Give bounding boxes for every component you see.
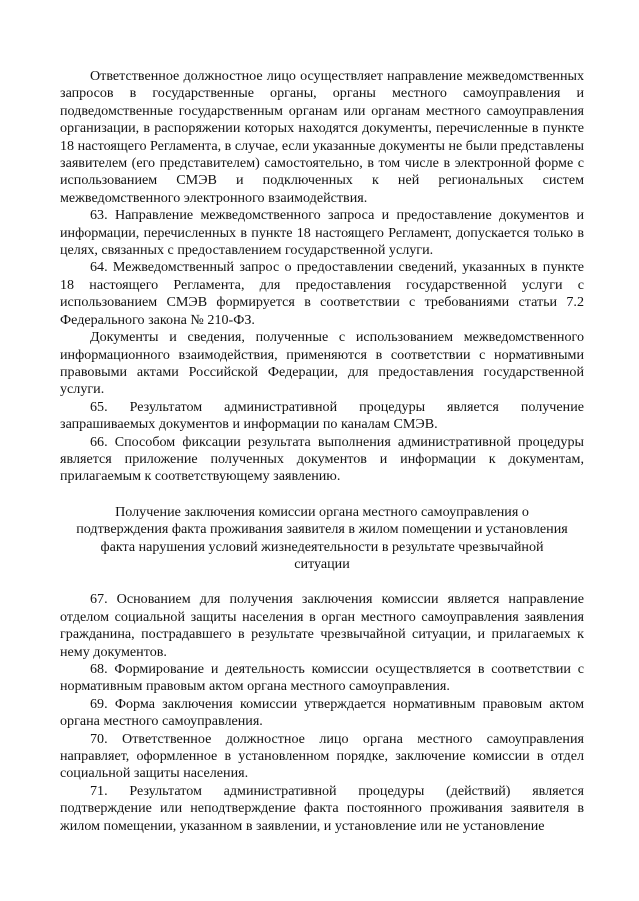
paragraph-70: 70. Ответственное должностное лицо органа местного самоуправления направляет, оформленное в установленном порядке, заключение комиссии в отдел социальной защиты населения. xyxy=(60,730,584,782)
paragraph-65: 65. Результатом административной процедуры является получение запрашиваемых документов и информации по каналам СМЭВ. xyxy=(60,398,584,433)
paragraph-responsible-official: Ответственное должностное лицо осуществляет направление межведомственных запросов в государственные органы, органы местного самоуправления и подведомственные государственным органам или органам местного самоуправления организации, в распоряжении которых находятся документы, перечисленные в пункте 18 настоящего Регламента, в случае, если указанные документы не были представлены заявителем (его представителем) самостоятельно, в том числе в электронной форме с использованием СМЭВ и подключенных к ней региональных систем межведомственного электронного взаимодействия. xyxy=(60,68,584,206)
paragraph-63: 63. Направление межведомственного запроса и предоставление документов и информации, перечисленных в пункте 18 настоящего Регламент, допускается только в целях, связанных с предоставлением государственной услуги. xyxy=(60,207,584,259)
paragraph-66: 66. Способом фиксации результата выполнения административной процедуры является приложение полученных документов и информации к документам, прилагаемым к соответствующему заявлению. xyxy=(60,433,584,485)
paragraph-69: 69. Форма заключения комиссии утверждается нормативным правовым актом органа местного самоуправления. xyxy=(60,695,584,730)
section-heading: Получение заключения комиссии органа местного самоуправления о подтверждения факта проживания заявителя в жилом помещении и установления факта нарушения условий жизнедеятельности в результате чрезвычайной ситуации xyxy=(76,503,568,572)
paragraph-68: 68. Формирование и деятельность комиссии осуществляется в соответствии с нормативным правовым актом органа местного самоуправления. xyxy=(60,661,584,695)
paragraph-71: 71. Результатом административной процедуры (действий) является подтверждение или неподтверждение факта постоянного проживания заявителя в жилом помещении, указанном в заявлении, и установление или не установление xyxy=(60,782,584,834)
paragraph-67: 67. Основанием для получения заключения комиссии является направление отделом социальной защиты населения в орган местного самоуправления заявления гражданина, пострадавшего в результате чрезвычайной ситуации, и прилагаемых к нему документов. xyxy=(60,591,584,660)
paragraph-documents-and-info: Документы и сведения, полученные с использованием межведомственного информационного взаимодействия, применяются в соответствии с нормативными правовыми актами Российской Федерации, для предоставления государственной услуги. xyxy=(60,329,584,398)
paragraph-64: 64. Межведомственный запрос о предоставлении сведений, указанных в пункте 18 настоящего Регламента, для предоставления государственной услуги с использованием СМЭВ формируется в соответствии с требованиями статьи 7.2 Федерального закона № 210-ФЗ. xyxy=(60,259,584,328)
document-body xyxy=(60,68,584,835)
